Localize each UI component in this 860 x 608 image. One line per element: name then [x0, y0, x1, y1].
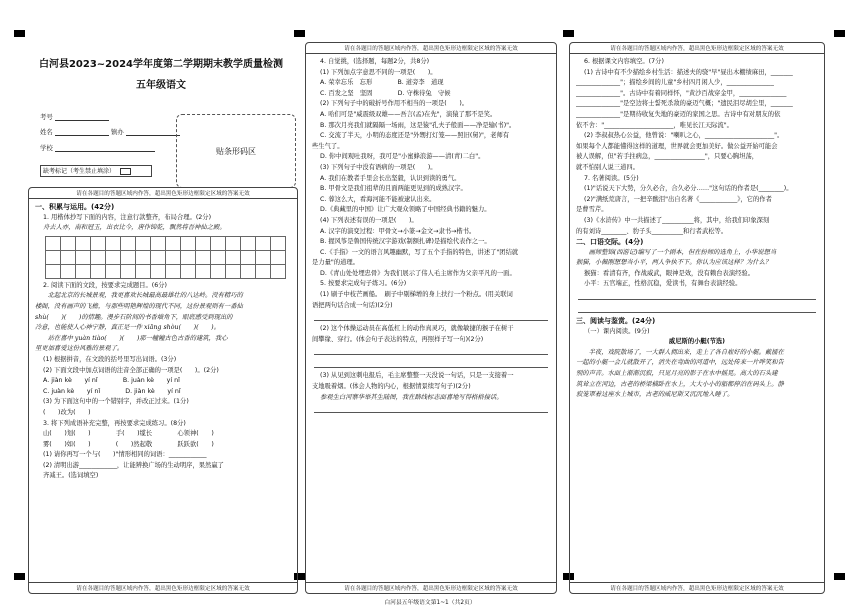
grid-cell[interactable]: [136, 264, 151, 278]
grid-cell[interactable]: [91, 250, 106, 264]
text-line: ______________"是期待收复失地的豪迈的家国之思。古诗中有对朋友的依: [576, 110, 781, 118]
text-line: A. 我们在教者手里会长出坚毅，认识到读的勇气。: [320, 174, 461, 182]
column-1-body: [29, 199, 297, 485]
text-line: B. 那次月亮我们就隔隔一场雨，这是猿"孔夫子般面——净是输(书)"。: [320, 121, 516, 129]
text-line: 是曹雪芹。: [576, 206, 608, 214]
grid-cell[interactable]: [151, 236, 166, 250]
text-line: 小平：五官端正，性格沉稳，爱读书，有舞台表演经验。: [584, 280, 742, 288]
text-line: B. 甲骨文是我们祖辈的且面两能更见到的成熟汉字。: [320, 185, 467, 193]
answer-line[interactable]: [314, 311, 548, 321]
text-line: (3) 从见到这刺电报后，毛主席整整一天没说一句话，只是一支接着一: [320, 372, 514, 380]
text-line: ______________"。古诗中有着同样怀，"黄沙百战穿金甲，_______________: [576, 89, 787, 97]
text-line: 2. 阅读下面的文段，按要求完成题目。(6分): [43, 281, 167, 289]
grid-cell[interactable]: [46, 264, 61, 278]
grid-cell[interactable]: [166, 236, 181, 250]
section-heading: 一、积累与运用。(42分): [35, 203, 115, 211]
grid-cell[interactable]: [226, 236, 241, 250]
text-line: 舟去人亦，南和冠玉，出衣比今，唐作锦乾，飘然将吾神仙之殿。: [43, 224, 226, 232]
grid-cell[interactable]: [226, 250, 241, 264]
name-field[interactable]: [55, 129, 109, 136]
text-line: 5. 按要求完成句子练习。(6分): [320, 280, 407, 288]
text-line: 冷意，也能使人心神宁静，真正是一件 xiāng shòu( )( )。: [35, 324, 220, 332]
grid-cell[interactable]: [271, 264, 286, 278]
grid-cell[interactable]: [61, 236, 76, 250]
registration-mark: [14, 573, 25, 580]
school-field[interactable]: [55, 145, 155, 152]
text-line: 雾( )如( ) ( )然起敬 跃跃欲( ): [43, 440, 214, 448]
text-line: (3) 下列句子中没有语病的一项是( )。: [320, 163, 437, 171]
grid-cell[interactable]: [76, 250, 91, 264]
text-line: (1) 请你再写一个与( )"情形相同的词语：____________: [43, 451, 207, 459]
answer-line[interactable]: [314, 345, 548, 355]
text-line: 1. 用楷体抄写下面的内容，注意行款整齐，布局合理。(2分): [43, 213, 212, 221]
answer-column-1: [28, 187, 298, 594]
text-line: D.《典藏里的中国》让广大观众领略了中国经典书籍的魅力。: [320, 206, 491, 214]
text-line: D. 你中间观吐我呀，我可是"小蜜蜂浪游——清(青)二白"。: [320, 153, 485, 161]
answer-column-3: [569, 42, 825, 594]
text-line: 6. 根据课文内容填空。(7分): [584, 58, 664, 65]
grid-cell[interactable]: [61, 264, 76, 278]
text-line: 语把两句话合成一句话)(2分): [312, 301, 393, 309]
text-line: C.《手指》一文的语言风趣幽默，写了五个手指的特色，讲述了"团结就: [320, 248, 519, 256]
text-line: 就不怕别人说三道四。: [576, 163, 639, 171]
column-3-body: [570, 54, 824, 404]
grid-cell[interactable]: [136, 236, 151, 250]
text-line: 参观生白河寨华举其生陆图，我在路线标志面喜地写得格格接话。: [320, 393, 503, 401]
text-line: A. 荣幸忘乐 忘形 B. 道旁李 道现: [320, 79, 444, 87]
text-line: 被人误解，但"若手拄病急，________________"，只要心胸坦荡，: [576, 153, 759, 161]
grid-cell[interactable]: [226, 264, 241, 278]
notice-bottom: 请在各题目的答题区域内作答，超出黑色矩形边框限定区域的答案无效: [29, 582, 297, 593]
grid-cell[interactable]: [211, 236, 226, 250]
text-line: (1)"话说天下大势，分久必合，合久必分……"这句话的作者是(________)。: [584, 185, 793, 193]
text-line: 4. 自觉挑，(选择题，每题2分，共8分): [320, 58, 430, 65]
exam-number-label: 考号: [40, 113, 53, 121]
grid-cell[interactable]: [271, 236, 286, 250]
grid-cell[interactable]: [166, 250, 181, 264]
text-line: C. 百发之坚 坚固 D. 守株待兔 守候: [320, 89, 451, 97]
text-line: 的有刘诗________、豹子头__________和行者武松等。: [576, 227, 728, 235]
text-line: 里更加喜爱这份风雅的景观了。: [35, 345, 124, 353]
barcode-label: 贴条形码区: [216, 146, 256, 156]
grid-cell[interactable]: [106, 250, 121, 264]
text-line: 山( )划( ) 手( )缆长 心领神( ): [43, 430, 214, 438]
text-line: 别的声音。水面上渐渐沉寂，只见月亮的影子在水中摇晃。高大的石头建: [576, 370, 778, 378]
grid-cell[interactable]: [121, 250, 136, 264]
section-heading: 二、口语交际。(4分): [576, 238, 644, 247]
name-label: 姓名: [40, 128, 53, 136]
registration-mark: [834, 30, 845, 37]
answer-column-2: [305, 42, 557, 594]
grid-cell[interactable]: [61, 250, 76, 264]
handwriting-grid[interactable]: [45, 236, 286, 279]
text-line: (1) 古诗中有不少描绘乡村生活：描述夫的骁"早"昼出木棚绩麻田，_______: [584, 68, 793, 76]
text-line: C. 蓉这么大，看海河能不能被逮认出来。: [320, 195, 436, 203]
grid-cell[interactable]: [121, 264, 136, 278]
text-line: 些生气了。: [312, 142, 344, 150]
answer-line[interactable]: [578, 290, 816, 300]
notice-top: 请在各题目的答题区域内作答，超出黑色矩形边框限定区域的答案无效: [29, 188, 297, 199]
text-line: 是力量"的道理。: [312, 259, 359, 267]
grid-cell[interactable]: [76, 236, 91, 250]
text-line: (1) 刷子中枝芒画船。 刷子中剔梯增的身上扶行一个粉点。(用关联词: [320, 291, 513, 299]
text-line: 依不舍："______________________，唯见长江天际流"。: [576, 121, 733, 129]
grid-cell[interactable]: [211, 264, 226, 278]
grid-cell[interactable]: [196, 236, 211, 250]
text-line: (3)《水浒传》中一共描述了__________将，其中，给我们印象深刻: [584, 216, 770, 224]
text-line: (3) 为下面这句中的一个错别字，并改正过来。(1分): [43, 398, 189, 406]
exam-number-row: [40, 112, 109, 121]
text-line: 北起北京的长城景观，我更喜欢长城最高最雄壮的八达岭。没有精巧的: [35, 292, 243, 300]
text-line: 3. 将下列成语补充完整，再按要求完成练习。(8分): [43, 419, 186, 427]
text-line: A. 汉字的演变过程：甲骨文→小篆→金文→隶书→楷书。: [320, 227, 476, 235]
text-line: shù( )( )的情趣。漫步石阶间的书香墙角下，眼底感受到现出的: [35, 313, 233, 321]
text-line: 楼阁，没有画声的飞檐，与那些明艳辉煌的现代不同，这份景观则有一番仙: [35, 302, 243, 310]
grid-cell[interactable]: [256, 236, 271, 250]
registration-mark: [563, 30, 574, 37]
grid-cell[interactable]: [91, 264, 106, 278]
answer-line[interactable]: [314, 358, 548, 368]
text-line: A. jiàn kè yí nǐ B. juàn kè yí nǐ: [43, 377, 180, 385]
text-line: 猴猫，小佩刚想想当小平，两人争执不下。你认为应该这样？为什么？: [576, 259, 772, 267]
text-line: 寂笼罩着这座水上城市，古老的威尼斯又沉沉地入睡了。: [576, 391, 734, 399]
text-line: C. 交流了半天，小明的态度还是"外甥打灯笼——照旧(舅)"，老师有: [320, 132, 510, 140]
text-line: 一起的小艇一会儿就散开了，消失在弯曲的河道中，远处传来一片哗笑和告: [576, 359, 784, 367]
grid-cell[interactable]: [46, 236, 61, 250]
text-line: (2) 清明出游____________，让能辨换广场的生动明序，果然赢了: [43, 461, 224, 469]
text-line: (2) 李叔叔热心公益，他曾说："喇叭之心，______________________"。: [584, 132, 784, 140]
text-line: 间攀缘、穿行。(体会句子表达的特点，再照样子写一句)(2分): [312, 335, 484, 343]
text-line: (2) 下列句子中的破折号作用不相当的一项是( )。: [320, 100, 469, 108]
absent-mark-label: 缺考标记（考生禁止填涂）: [43, 168, 116, 175]
school-label: 学校: [40, 144, 53, 152]
absent-checkbox[interactable]: [120, 168, 131, 175]
grid-cell[interactable]: [256, 264, 271, 278]
town-label: 镇办: [110, 128, 124, 136]
text-line: 筑耸立在河边，古老的桥梁横卧在水上，大大小小的船都停泊在码头上。静: [576, 380, 784, 388]
grid-cell[interactable]: [181, 236, 196, 250]
absent-mark-box: [40, 165, 152, 177]
grid-cell[interactable]: [136, 250, 151, 264]
exam-title: 白河县2023~2024学年度第二学期期末教学质量检测: [38, 59, 284, 70]
registration-mark: [834, 573, 845, 580]
notice-bottom: 请在各题目的答题区域内作答，超出黑色矩形边框限定区域的答案无效: [306, 582, 556, 593]
text-line: ( )改为( ): [43, 408, 91, 416]
text-line: B. 握风筝是鲁国传统汉字游戏(制额扎碑)是描绘代表作之一。: [320, 238, 491, 246]
school-row: [40, 143, 155, 152]
grid-cell[interactable]: [151, 250, 166, 264]
text-line: (1) 下列加点字意思不同的一项是( )。: [320, 68, 437, 76]
grid-cell[interactable]: [106, 236, 121, 250]
text-line: (2) 下面文段中加点词语的注音全部正确的一项是( )。(2分): [43, 366, 219, 374]
text-line: 站在喜中 yuàn tiào( )( )那一幢幢古色古香的建筑，我心: [35, 334, 228, 342]
text-line: A. 哈们可是"威震级双雄——吾言(孟)在先"，演猿了那不是笑。: [320, 110, 497, 118]
text-line: ______________"是空边将士誓死杀敌的豪迈气概；"遗民泪尽胡尘里，_______: [576, 100, 793, 108]
grid-cell[interactable]: [91, 236, 106, 250]
notice-bottom: 请在各题目的答题区域内作答，超出黑色矩形边框限定区域的答案无效: [570, 582, 824, 593]
registration-mark: [294, 30, 305, 37]
grid-cell[interactable]: [241, 264, 256, 278]
grid-cell[interactable]: [241, 250, 256, 264]
text-line: (4) 下列表述有误的一项是( )。: [320, 216, 418, 224]
text-line: C. juàn kè yí nǐ D. jiàn kè yí nǐ: [43, 387, 181, 395]
answer-line[interactable]: [314, 403, 548, 413]
barcode-area: [176, 114, 296, 188]
grid-cell[interactable]: [166, 264, 181, 278]
text-line: 威尼斯的小艇(节选): [668, 338, 726, 346]
text-line: 齐减王。(选词填空): [43, 472, 99, 480]
text-line: ______________"；描绘乡间的儿童"乡村四月闲人少，_______________: [576, 79, 774, 87]
grid-cell[interactable]: [76, 264, 91, 278]
grid-cell[interactable]: [46, 250, 61, 264]
text-line: 支地吸着烟。(体会人物的内心，根据情景续写句子)(2分): [312, 383, 471, 391]
text-line: D.《青山处处埋忠骨》为我们展示了伟人毛主席作为父亲平凡的一面。: [320, 269, 516, 277]
town-field[interactable]: [126, 129, 180, 136]
grid-cell[interactable]: [196, 264, 211, 278]
text-line: 猴猫：看清有齐，作战威武，眼神是效，没有赖台表演经验。: [584, 269, 755, 277]
exam-subject: 五年级语文: [136, 80, 186, 91]
text-line: 半夜，戏院散场了，一大群人拥出来，走上了各自雇好的小艇。戴擂在: [576, 348, 784, 356]
grid-cell[interactable]: [121, 236, 136, 250]
section-heading: 三、阅读与鉴赏。(24分): [576, 317, 656, 326]
name-row: [40, 127, 180, 136]
grid-cell[interactable]: [211, 250, 226, 264]
text-line: （一）课内阅读。(9分): [584, 327, 650, 335]
grid-cell[interactable]: [151, 264, 166, 278]
column-2-body: [306, 54, 556, 419]
text-line: (1) 根据拼音，在文段的括号里写出词语。(3分): [43, 355, 177, 363]
text-line: 画师整锦(西游记)编写了一个剧本，但在扮师的选角上，小华说想当: [576, 248, 777, 256]
answer-line[interactable]: [578, 303, 816, 313]
grid-cell[interactable]: [181, 264, 196, 278]
grid-cell[interactable]: [271, 250, 286, 264]
grid-cell[interactable]: [256, 250, 271, 264]
exam-number-field[interactable]: [55, 114, 109, 121]
grid-cell[interactable]: [106, 264, 121, 278]
page-footer: 白河县五年级语文第1~1（共2页）: [384, 600, 476, 606]
text-line: 7. 名著阅读。(5分): [584, 174, 639, 182]
notice-top: 请在各题目的答题区域内作答，超出黑色矩形边框限定区域的答案无效: [570, 43, 824, 54]
text-line: 如果每个人都能懂得这样的道理，世界就会更加美好。做公益开始可能会: [576, 142, 778, 150]
text-line: (2) 这个体操运动员在高低杠上的动作真灵巧，就像敏捷的猴子在树干: [320, 325, 514, 333]
notice-top: 请在各题目的答题区域内作答，超出黑色矩形边框限定区域的答案无效: [306, 43, 556, 54]
grid-cell[interactable]: [241, 236, 256, 250]
grid-cell[interactable]: [196, 250, 211, 264]
grid-cell[interactable]: [181, 250, 196, 264]
registration-mark: [14, 30, 25, 37]
text-line: (2)"满纸荒唐言，一把辛酸泪"出自名著《____________》，它的作者: [584, 195, 772, 203]
